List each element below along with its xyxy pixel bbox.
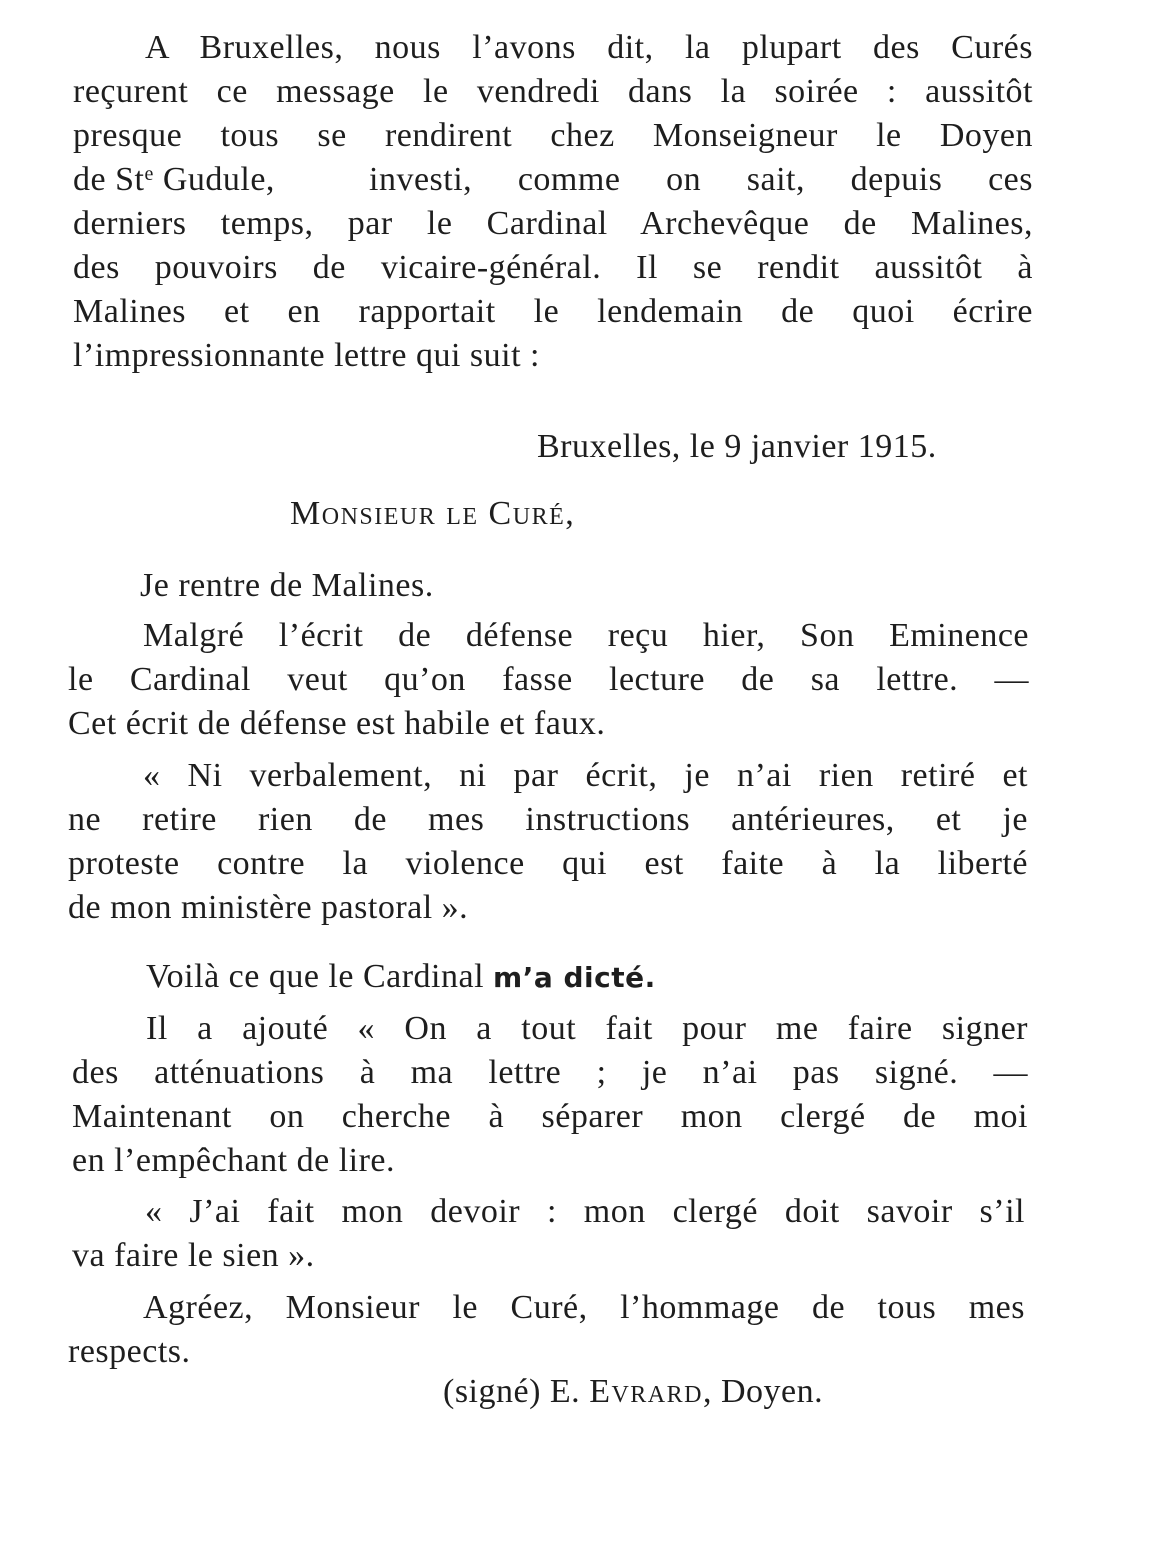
signature-suffix: , Doyen. (702, 1373, 824, 1410)
letter-p5-line-4: en l’empêchant de lire. (72, 1142, 396, 1179)
letter-p6-line-1: « J’ai fait mon devoir : mon clergé doit savoir s’il (145, 1193, 1025, 1230)
letter-p3-line-2: ne retire rien de mes instructions antérieures, et je (68, 801, 1028, 838)
intro-line-2: reçurent ce message le vendredi dans la soirée : aussitôt (73, 73, 1033, 110)
letter-p3-line-3: proteste contre la violence qui est faite à la liberté (68, 845, 1028, 882)
letter-p2-line-2: le Cardinal veut qu’on fasse lecture de sa lettre. — (68, 661, 1029, 698)
letter-p2-line-1: Malgré l’écrit de défense reçu hier, Son Eminence (143, 617, 1029, 654)
letter-p7-line-1: Agréez, Monsieur le Curé, l’hommage de tous mes (143, 1289, 1025, 1326)
intro-line-5: derniers temps, par le Cardinal Archevêque de Malines, (73, 205, 1033, 242)
letter-p1: Je rentre de Malines. (140, 567, 434, 604)
letter-salutation: Monsieur le Curé, (290, 495, 576, 532)
letter-p4-text: Voilà ce que le Cardinal (146, 958, 494, 995)
intro-line-6: des pouvoirs de vicaire-général. Il se rendit aussitôt à (73, 249, 1033, 286)
intro-line-4-name (73, 158, 275, 202)
signature (443, 1370, 823, 1414)
intro-line-4: investi, comme on sait, depuis ces (369, 161, 1033, 198)
letter-p2-line-3: Cet écrit de défense est habile et faux. (68, 705, 606, 742)
letter-p5-line-3: Maintenant on cherche à séparer mon clergé de moi (72, 1098, 1028, 1135)
intro-line-7: Malines et en rapportait le lendemain de quoi écrire (73, 293, 1033, 330)
letter-p7-line-2: respects. (68, 1333, 191, 1370)
letter-p3-line-4: de mon ministère pastoral ». (68, 889, 469, 926)
letter-p6-line-2: va faire le sien ». (72, 1237, 315, 1274)
letter-date: Bruxelles, le 9 janvier 1915. (537, 428, 937, 465)
signature-name: Evrard (589, 1373, 703, 1410)
letter-p4 (146, 955, 656, 1000)
letter-p4-emphasis: m’a dicté. (493, 961, 656, 994)
letter-p5-line-1: Il a ajouté « On a tout fait pour me faire signer (146, 1010, 1028, 1047)
intro-line-4-superscript: e (144, 163, 154, 185)
signature-prefix: (signé) E. (443, 1373, 590, 1410)
intro-line-8: l’impressionnante lettre qui suit : (73, 337, 540, 374)
intro-line-4-saint-name: Gudule, (153, 161, 275, 198)
letter-p5-line-2: des atténuations à ma lettre ; je n’ai pas signé. — (72, 1054, 1028, 1091)
intro-line-3: presque tous se rendirent chez Monseigneur le Doyen (73, 117, 1033, 154)
intro-line-1: A Bruxelles, nous l’avons dit, la plupart des Curés (145, 29, 1033, 66)
letter-p3-line-1: « Ni verbalement, ni par écrit, je n’ai rien retiré et (143, 757, 1028, 794)
intro-line-4-prefix: de St (73, 161, 145, 198)
